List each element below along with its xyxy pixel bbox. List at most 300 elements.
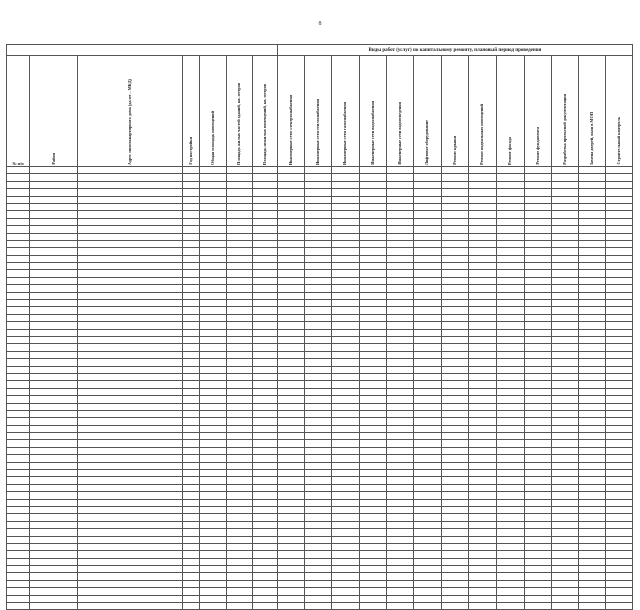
table-row	[7, 255, 633, 262]
table-cell	[468, 551, 496, 558]
table-cell	[332, 477, 359, 484]
table-cell	[551, 226, 578, 233]
table-cell	[30, 603, 78, 610]
table-cell	[252, 492, 277, 499]
table-cell	[30, 521, 78, 528]
table-cell	[277, 189, 304, 196]
table-cell	[387, 270, 414, 277]
table-cell	[305, 211, 332, 218]
table-cell	[359, 603, 386, 610]
table-cell	[305, 521, 332, 528]
table-cell	[497, 484, 524, 491]
table-cell	[524, 506, 551, 513]
column-header-label: Инженерные сети газоснабжения	[342, 101, 348, 165]
table-cell	[579, 270, 606, 277]
table-cell	[468, 336, 496, 343]
table-cell	[359, 514, 386, 521]
table-cell	[252, 167, 277, 174]
table-cell	[606, 499, 633, 506]
table-cell	[606, 573, 633, 580]
table-cell	[579, 174, 606, 181]
table-cell	[414, 433, 441, 440]
table-cell	[277, 285, 304, 292]
table-cell	[551, 403, 578, 410]
table-cell	[579, 189, 606, 196]
table-cell	[78, 396, 183, 403]
table-cell	[359, 462, 386, 469]
table-cell	[359, 300, 386, 307]
table-cell	[579, 167, 606, 174]
table-cell	[497, 543, 524, 550]
table-cell	[579, 551, 606, 558]
table-cell	[551, 203, 578, 210]
table-cell	[359, 189, 386, 196]
table-cell	[305, 433, 332, 440]
table-row	[7, 344, 633, 351]
table-cell	[414, 477, 441, 484]
table-cell	[7, 470, 30, 477]
table-cell	[359, 521, 386, 528]
table-cell	[305, 373, 332, 380]
table-cell	[227, 307, 252, 314]
table-cell	[30, 396, 78, 403]
table-cell	[227, 403, 252, 410]
table-cell	[497, 322, 524, 329]
table-cell	[441, 410, 468, 417]
table-cell	[183, 433, 200, 440]
table-cell	[579, 336, 606, 343]
table-cell	[200, 181, 227, 188]
column-header	[468, 56, 496, 167]
table-cell	[30, 551, 78, 558]
table-cell	[441, 218, 468, 225]
table-cell	[524, 381, 551, 388]
table-cell	[252, 240, 277, 247]
table-cell	[551, 462, 578, 469]
table-cell	[387, 425, 414, 432]
table-cell	[579, 344, 606, 351]
table-cell	[551, 174, 578, 181]
table-cell	[200, 573, 227, 580]
table-cell	[7, 270, 30, 277]
table-cell	[441, 595, 468, 602]
table-cell	[7, 521, 30, 528]
table-cell	[387, 514, 414, 521]
table-cell	[277, 403, 304, 410]
table-cell	[359, 329, 386, 336]
table-row	[7, 307, 633, 314]
table-cell	[497, 285, 524, 292]
table-row	[7, 521, 633, 528]
table-cell	[30, 189, 78, 196]
table-cell	[305, 470, 332, 477]
table-cell	[305, 300, 332, 307]
table-cell	[227, 167, 252, 174]
table-cell	[200, 477, 227, 484]
table-cell	[252, 292, 277, 299]
table-cell	[30, 196, 78, 203]
table-cell	[277, 470, 304, 477]
table-cell	[414, 292, 441, 299]
table-cell	[524, 529, 551, 536]
table-cell	[414, 263, 441, 270]
table-cell	[579, 418, 606, 425]
table-cell	[359, 277, 386, 284]
table-cell	[551, 373, 578, 380]
table-cell	[497, 447, 524, 454]
table-cell	[78, 447, 183, 454]
table-cell	[227, 551, 252, 558]
table-cell	[183, 277, 200, 284]
column-header-label: Инженерные сети теплоснабжения	[315, 98, 321, 165]
table-cell	[414, 277, 441, 284]
table-cell	[30, 410, 78, 417]
table-cell	[227, 300, 252, 307]
table-cell	[7, 580, 30, 587]
table-cell	[200, 255, 227, 262]
table-cell	[468, 381, 496, 388]
table-cell	[468, 425, 496, 432]
table-cell	[551, 455, 578, 462]
table-cell	[606, 492, 633, 499]
table-cell	[497, 226, 524, 233]
table-cell	[7, 484, 30, 491]
table-cell	[7, 396, 30, 403]
table-cell	[524, 181, 551, 188]
column-header	[524, 56, 551, 167]
table-cell	[359, 588, 386, 595]
table-cell	[305, 329, 332, 336]
table-cell	[183, 499, 200, 506]
table-cell	[7, 351, 30, 358]
table-cell	[7, 558, 30, 565]
table-cell	[387, 189, 414, 196]
table-cell	[183, 240, 200, 247]
table-cell	[579, 521, 606, 528]
table-cell	[305, 566, 332, 573]
table-cell	[78, 285, 183, 292]
table-cell	[441, 196, 468, 203]
table-cell	[414, 174, 441, 181]
table-cell	[200, 336, 227, 343]
table-cell	[468, 366, 496, 373]
table-cell	[468, 440, 496, 447]
table-cell	[497, 181, 524, 188]
table-cell	[332, 336, 359, 343]
table-cell	[524, 359, 551, 366]
table-cell	[551, 285, 578, 292]
table-cell	[441, 277, 468, 284]
table-cell	[387, 543, 414, 550]
column-header-label: Ремонт крыши	[451, 136, 457, 165]
table-cell	[78, 307, 183, 314]
table-cell	[441, 351, 468, 358]
table-cell	[524, 470, 551, 477]
table-cell	[497, 233, 524, 240]
table-cell	[414, 440, 441, 447]
table-cell	[332, 388, 359, 395]
table-row	[7, 314, 633, 321]
table-cell	[332, 551, 359, 558]
table-cell	[359, 470, 386, 477]
table-cell	[305, 603, 332, 610]
table-cell	[387, 396, 414, 403]
table-cell	[277, 366, 304, 373]
table-cell	[30, 203, 78, 210]
table-cell	[387, 551, 414, 558]
table-cell	[332, 366, 359, 373]
table-cell	[227, 359, 252, 366]
table-cell	[441, 558, 468, 565]
table-cell	[277, 506, 304, 513]
table-cell	[606, 174, 633, 181]
table-cell	[252, 455, 277, 462]
table-cell	[359, 595, 386, 602]
table-cell	[468, 263, 496, 270]
table-cell	[305, 270, 332, 277]
table-cell	[305, 351, 332, 358]
table-cell	[606, 314, 633, 321]
table-cell	[227, 255, 252, 262]
table-cell	[252, 388, 277, 395]
table-cell	[7, 573, 30, 580]
table-cell	[524, 233, 551, 240]
table-cell	[579, 447, 606, 454]
table-cell	[579, 529, 606, 536]
table-cell	[387, 477, 414, 484]
table-cell	[441, 447, 468, 454]
table-cell	[524, 462, 551, 469]
table-cell	[200, 566, 227, 573]
table-cell	[332, 329, 359, 336]
table-cell	[468, 492, 496, 499]
table-cell	[524, 484, 551, 491]
table-cell	[305, 174, 332, 181]
table-cell	[414, 521, 441, 528]
table-row	[7, 580, 633, 587]
table-row	[7, 396, 633, 403]
table-cell	[497, 366, 524, 373]
table-cell	[579, 396, 606, 403]
table-cell	[30, 181, 78, 188]
table-cell	[579, 558, 606, 565]
table-cell	[359, 580, 386, 587]
table-cell	[305, 529, 332, 536]
table-cell	[305, 359, 332, 366]
table-cell	[551, 255, 578, 262]
table-cell	[277, 477, 304, 484]
table-cell	[387, 174, 414, 181]
table-cell	[387, 277, 414, 284]
table-cell	[7, 203, 30, 210]
table-cell	[414, 558, 441, 565]
table-cell	[414, 181, 441, 188]
table-cell	[78, 410, 183, 417]
table-cell	[606, 470, 633, 477]
table-cell	[78, 314, 183, 321]
table-cell	[551, 196, 578, 203]
table-cell	[305, 403, 332, 410]
table-cell	[414, 314, 441, 321]
table-cell	[252, 277, 277, 284]
table-cell	[359, 196, 386, 203]
table-cell	[551, 470, 578, 477]
table-cell	[277, 248, 304, 255]
table-cell	[497, 314, 524, 321]
table-cell	[359, 344, 386, 351]
table-cell	[305, 226, 332, 233]
table-cell	[78, 373, 183, 380]
table-cell	[227, 566, 252, 573]
table-cell	[332, 381, 359, 388]
table-cell	[78, 403, 183, 410]
table-cell	[277, 373, 304, 380]
table-cell	[7, 359, 30, 366]
table-cell	[200, 447, 227, 454]
table-cell	[414, 455, 441, 462]
table-cell	[252, 329, 277, 336]
table-cell	[441, 543, 468, 550]
table-cell	[30, 492, 78, 499]
table-cell	[30, 263, 78, 270]
table-cell	[579, 307, 606, 314]
table-cell	[551, 603, 578, 610]
table-row	[7, 167, 633, 174]
table-cell	[305, 248, 332, 255]
table-cell	[551, 514, 578, 521]
table-cell	[441, 499, 468, 506]
table-cell	[414, 580, 441, 587]
column-header-label: Год постройки	[188, 137, 194, 165]
table-cell	[387, 240, 414, 247]
column-header	[183, 56, 200, 167]
table-cell	[414, 462, 441, 469]
table-cell	[227, 543, 252, 550]
table-cell	[78, 292, 183, 299]
table-cell	[30, 329, 78, 336]
table-cell	[252, 174, 277, 181]
table-cell	[359, 240, 386, 247]
table-cell	[30, 373, 78, 380]
table-cell	[359, 418, 386, 425]
table-cell	[332, 418, 359, 425]
table-cell	[183, 329, 200, 336]
table-cell	[305, 336, 332, 343]
table-cell	[227, 366, 252, 373]
table-cell	[579, 506, 606, 513]
table-cell	[227, 588, 252, 595]
table-cell	[359, 566, 386, 573]
table-cell	[227, 351, 252, 358]
table-cell	[414, 203, 441, 210]
table-cell	[468, 588, 496, 595]
table-cell	[252, 181, 277, 188]
table-cell	[332, 440, 359, 447]
table-cell	[441, 566, 468, 573]
table-cell	[200, 388, 227, 395]
table-cell	[78, 433, 183, 440]
table-cell	[497, 455, 524, 462]
table-cell	[30, 233, 78, 240]
table-cell	[359, 167, 386, 174]
table-row	[7, 300, 633, 307]
table-cell	[7, 536, 30, 543]
table-cell	[497, 536, 524, 543]
table-cell	[551, 359, 578, 366]
table-cell	[227, 203, 252, 210]
table-cell	[468, 285, 496, 292]
table-cell	[332, 484, 359, 491]
table-cell	[183, 447, 200, 454]
table-row	[7, 233, 633, 240]
table-cell	[7, 292, 30, 299]
table-cell	[7, 226, 30, 233]
table-row	[7, 492, 633, 499]
table-cell	[468, 167, 496, 174]
table-cell	[183, 470, 200, 477]
table-cell	[277, 514, 304, 521]
table-cell	[252, 514, 277, 521]
table-cell	[414, 603, 441, 610]
table-cell	[30, 255, 78, 262]
table-cell	[524, 492, 551, 499]
table-cell	[606, 300, 633, 307]
table-cell	[497, 492, 524, 499]
table-cell	[277, 595, 304, 602]
table-cell	[277, 240, 304, 247]
table-cell	[7, 336, 30, 343]
table-cell	[78, 425, 183, 432]
table-cell	[497, 388, 524, 395]
table-cell	[551, 558, 578, 565]
table-cell	[606, 292, 633, 299]
table-cell	[7, 418, 30, 425]
table-cell	[7, 425, 30, 432]
table-cell	[332, 270, 359, 277]
table-cell	[606, 595, 633, 602]
table-cell	[551, 263, 578, 270]
table-cell	[606, 359, 633, 366]
table-cell	[332, 307, 359, 314]
table-cell	[524, 300, 551, 307]
table-cell	[305, 492, 332, 499]
table-cell	[305, 499, 332, 506]
column-header-label: Адрес многоквартирного дома (далее – МКД)	[127, 78, 133, 165]
table-cell	[606, 433, 633, 440]
table-cell	[183, 573, 200, 580]
table-cell	[183, 174, 200, 181]
table-cell	[200, 595, 227, 602]
table-cell	[387, 499, 414, 506]
table-cell	[359, 314, 386, 321]
table-cell	[78, 167, 183, 174]
table-cell	[497, 551, 524, 558]
table-cell	[7, 410, 30, 417]
table-cell	[497, 167, 524, 174]
table-cell	[441, 455, 468, 462]
table-cell	[579, 248, 606, 255]
table-cell	[387, 336, 414, 343]
table-cell	[606, 189, 633, 196]
table-cell	[332, 344, 359, 351]
table-cell	[183, 425, 200, 432]
table-cell	[497, 240, 524, 247]
table-cell	[551, 506, 578, 513]
table-cell	[183, 226, 200, 233]
table-row	[7, 558, 633, 565]
column-header	[579, 56, 606, 167]
table-cell	[606, 603, 633, 610]
